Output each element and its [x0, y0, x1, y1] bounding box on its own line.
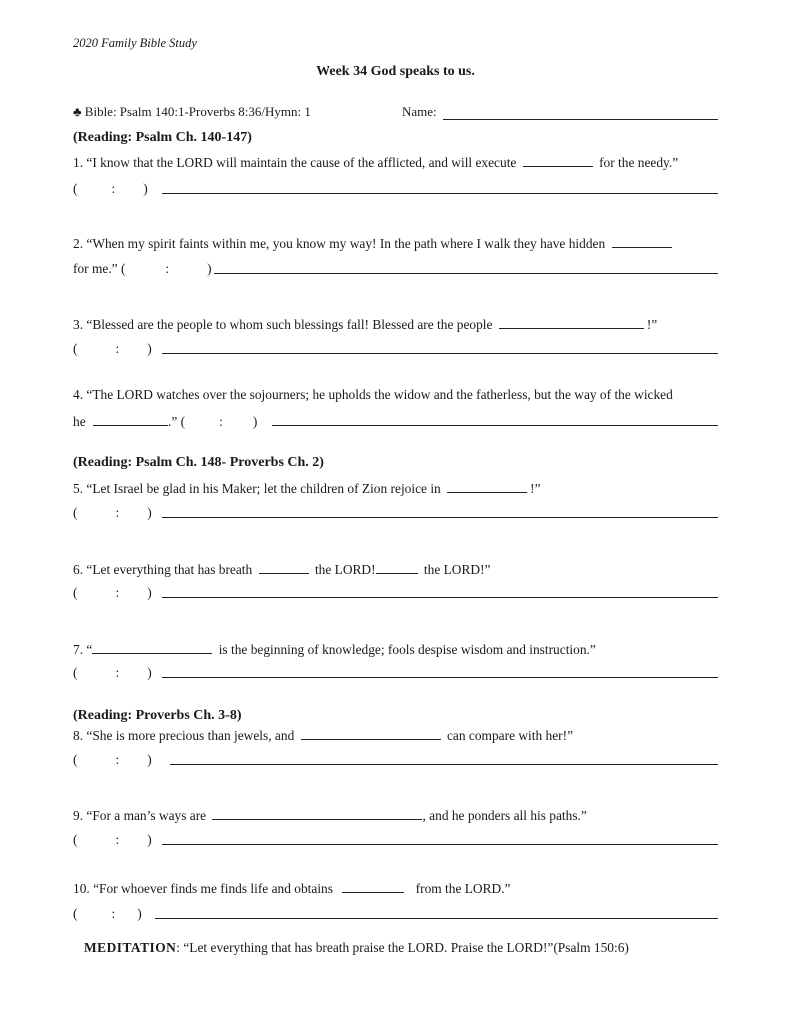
question-6-answer-line[interactable]: [162, 597, 718, 598]
question-5-text: 5. “Let Israel be glad in his Maker; let the children of Zion rejoice in: [73, 481, 441, 496]
question-5: 5. “Let Israel be glad in his Maker; let the children of Zion rejoice in !”: [73, 481, 541, 496]
question-7-reference: ( : ): [73, 665, 152, 680]
question-3-answer-line[interactable]: [162, 353, 718, 354]
question-8-answer-line[interactable]: [170, 764, 718, 765]
question-5-blank[interactable]: [447, 480, 527, 493]
question-9-answer-line[interactable]: [162, 844, 718, 845]
question-1-reference: ( : ): [73, 181, 148, 196]
page-title: Week 34 God speaks to us.: [316, 64, 475, 79]
question-1: [73, 154, 678, 171]
meditation-label: MEDITATION: [84, 940, 177, 955]
name-field[interactable]: [443, 119, 718, 120]
question-3: 3. “Blessed are the people to whom such blessings fall! Blessed are the people !”: [73, 317, 658, 332]
question-1-text: 1. “I know that the LORD will maintain the cause of the afflicted, and will execute: [73, 155, 517, 170]
meditation: [84, 940, 629, 956]
study-header: 2020 Family Bible Study: [73, 36, 197, 50]
section-heading-3: (Reading: Proverbs Ch. 3-8): [73, 708, 242, 723]
question-9-blank[interactable]: [212, 807, 422, 820]
question-5-reference: ( : ): [73, 505, 152, 520]
question-3-reference: ( : ): [73, 341, 152, 356]
question-7-answer-line[interactable]: [162, 677, 718, 678]
question-2-answer-line[interactable]: [214, 273, 718, 274]
question-2: [73, 235, 675, 252]
question-10-blank[interactable]: [342, 880, 404, 893]
section-heading-1: (Reading: Psalm Ch. 140-147): [73, 130, 252, 145]
question-9-text: 9. “For a man’s ways are: [73, 808, 207, 823]
question-4-answer-line[interactable]: [272, 425, 718, 426]
question-8-blank[interactable]: [301, 727, 441, 740]
question-1-blank[interactable]: [523, 154, 593, 167]
question-6-reference: ( : ): [73, 585, 152, 600]
question-10-text: 10. “For whoever finds me finds life and obtains: [73, 881, 333, 896]
question-7-blank[interactable]: [92, 641, 212, 654]
question-6: 6. “Let everything that has breath the LORD! the LORD!”: [73, 562, 491, 577]
question-6-text: 6. “Let everything that has breath: [73, 562, 253, 577]
question-3-text: 3. “Blessed are the people to whom such blessings fall! Blessed are the people: [73, 317, 493, 332]
section-heading-2: (Reading: Psalm Ch. 148- Proverbs Ch. 2): [73, 455, 324, 470]
question-6-blank-2[interactable]: [376, 561, 418, 574]
question-3-blank[interactable]: [499, 316, 644, 329]
meditation-text: : “Let everything that has breath praise the LORD. Praise the LORD!”(Psalm 150:6): [176, 940, 629, 955]
bible-reading-text: Bible: Psalm 140:1-Proverbs 8:36/Hymn: 1: [84, 104, 311, 119]
question-9: 9. “For a man’s ways are , and he ponders all his paths.”: [73, 808, 587, 823]
question-6-blank-1[interactable]: [259, 561, 309, 574]
question-7-text: is the beginning of knowledge; fools despise wisdom and instruction.”: [218, 642, 596, 657]
question-5-answer-line[interactable]: [162, 517, 718, 518]
name-label: Name:: [402, 104, 437, 119]
question-8-text: 8. “She is more precious than jewels, and: [73, 728, 295, 743]
question-9-reference: ( : ): [73, 832, 152, 847]
question-10-answer-line[interactable]: [155, 918, 718, 919]
question-2-reference: for me.” ( : ): [73, 261, 212, 276]
question-4-text: 4. “The LORD watches over the sojourners; he upholds the widow and the fatherless, but the way of the wicked: [73, 387, 673, 402]
question-8-reference: ( : ): [73, 752, 152, 767]
question-2-blank[interactable]: [612, 235, 672, 248]
question-10: 10. “For whoever finds me finds life and obtains from the LORD.”: [73, 881, 511, 896]
question-4-blank[interactable]: [93, 413, 168, 426]
bible-reading-line: [73, 104, 311, 120]
club-icon: ♣: [73, 104, 82, 119]
question-8: 8. “She is more precious than jewels, and can compare with her!”: [73, 728, 574, 743]
question-10-reference: ( : ): [73, 906, 142, 921]
question-7: 7. “ is the beginning of knowledge; fools despise wisdom and instruction.”: [73, 642, 596, 657]
question-1-text-end: for the needy.”: [599, 155, 679, 170]
question-4-line-2: he .” ( : ): [73, 414, 258, 429]
question-4: [73, 387, 673, 403]
question-2-text: 2. “When my spirit faints within me, you know my way! In the path where I walk they have hidden: [73, 236, 606, 251]
question-1-answer-line[interactable]: [162, 193, 718, 194]
